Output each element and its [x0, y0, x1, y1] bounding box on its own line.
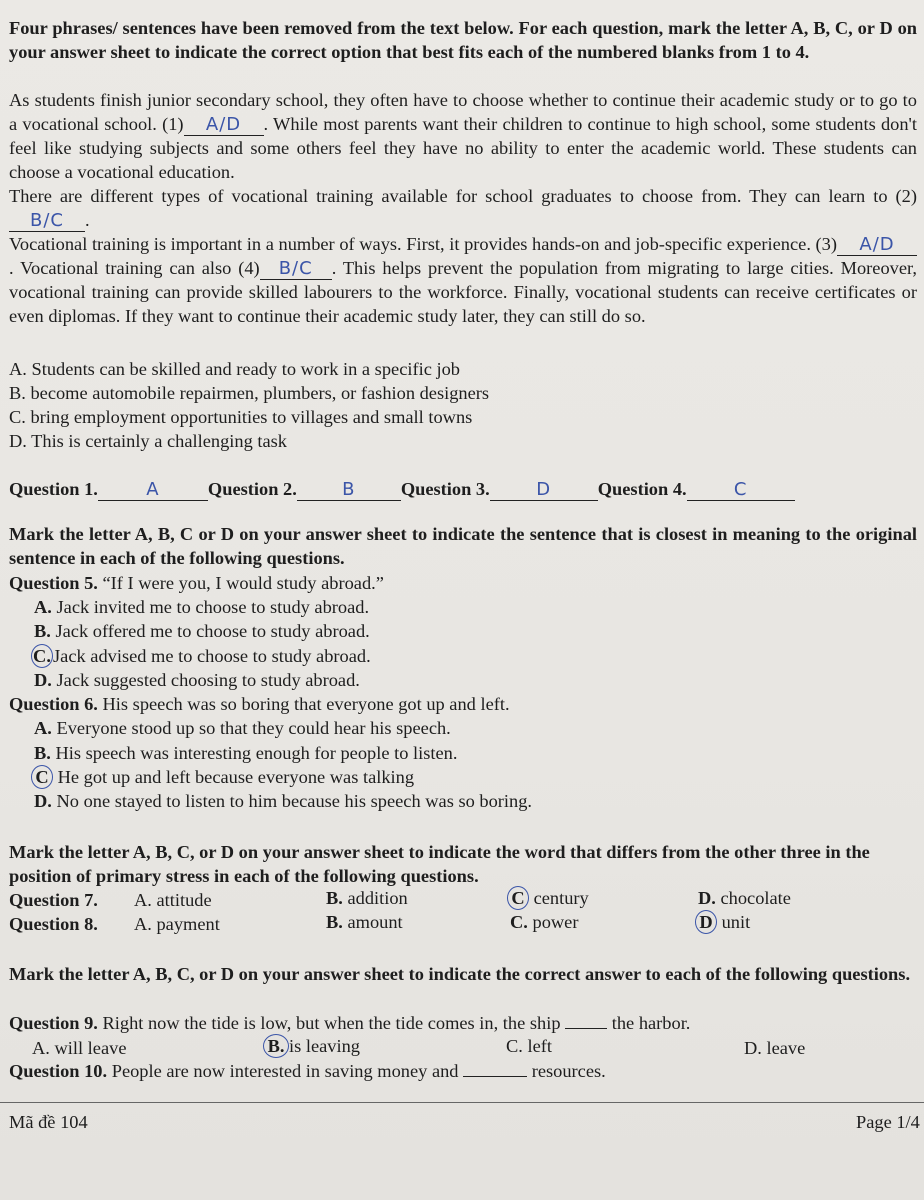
answer-blank-2 — [297, 479, 401, 501]
q5-option-c: C. Jack advised me to choose to study abroad. — [34, 644, 371, 668]
q6-option-a: A. Everyone stood up so that they could hear his speech. — [34, 718, 451, 738]
handwritten-2: B/C — [30, 210, 64, 231]
q7-option-d: D. chocolate — [698, 888, 791, 908]
answer-mark-4: C — [733, 479, 748, 500]
p3-text-c: . This helps prevent the population from migrating to large cities. Moreover, vocational training can provide skilled labourers to the workforce. Finally, vocational students can receive certificates or even diplomas. If they want to continue their academic study later, they can still do so. — [9, 258, 917, 326]
question-5 — [9, 571, 384, 595]
option-a: A. Students can be skilled and ready to work in a specific job — [9, 359, 460, 379]
option-b: B. become automobile repairmen, plumbers, or fashion designers — [9, 383, 490, 403]
q8-option-d: D unit — [698, 910, 750, 934]
circled-answer-icon: B. — [263, 1034, 289, 1058]
question-10 — [9, 1059, 606, 1083]
q9-text-a: Right now the tide is low, but when the tide comes in, the ship — [102, 1013, 561, 1033]
answer-label-3: Question 3. — [400, 479, 490, 499]
handwritten-1: A/D — [205, 114, 242, 135]
q7-option-c: C century — [510, 886, 589, 910]
section1-instruction: Four phrases/ sentences have been removed from the text below. For each question, mark the letter A, B, C, or D on your answer sheet to indicate the correct option that best fits each of the numbered blanks from 1 to 4. — [9, 18, 917, 62]
q10-text-a: People are now interested in saving money and — [111, 1061, 459, 1081]
q10-blank — [463, 1076, 527, 1077]
circled-answer-icon: C. — [31, 644, 53, 668]
p1-text-b: . While most parents want their children to continue to high school, some students don't feel like studying subjects and some others feel they have no ability to enter the academic world. These students can choose a vocational education. — [9, 114, 917, 182]
circled-answer-icon: C — [31, 765, 53, 789]
answer-blank-4 — [687, 479, 795, 501]
q8-option-c: C. power — [510, 912, 579, 932]
section2-instruction: Mark the letter A, B, C or D on your answer sheet to indicate the sentence that is closest in meaning to the original sentence in each of the following questions. — [9, 524, 917, 568]
q9-option-a: A. will leave — [32, 1038, 127, 1058]
q7-option-b: B. addition — [326, 888, 408, 908]
q7-option-a: A. attitude — [134, 890, 212, 910]
answer-label-1: Question 1. — [9, 479, 98, 499]
page-number: Page 1/4 — [856, 1112, 920, 1132]
q9-option-b: B. is leaving — [266, 1034, 360, 1058]
circled-answer-icon: C — [507, 886, 529, 910]
p3-text-b: . Vocational training can also (4) — [9, 258, 260, 278]
passage-paragraph-1 — [9, 88, 917, 184]
p2-text-b: . — [85, 210, 90, 230]
q5-label: Question 5. — [9, 573, 98, 593]
q9-label: Question 9. — [9, 1013, 98, 1033]
section4-instruction: Mark the letter A, B, C, or D on your answer sheet to indicate the correct answer to each of the following questions. — [9, 964, 911, 984]
footer-divider — [0, 1102, 924, 1103]
answer-blank-3 — [490, 479, 598, 501]
q8-label: Question 8. — [9, 914, 98, 934]
q5-option-b: B. Jack offered me to choose to study abroad. — [34, 621, 370, 641]
handwritten-3: A/D — [859, 234, 895, 255]
q5-text: “If I were you, I would study abroad.” — [102, 573, 384, 593]
q6-label: Question 6. — [9, 694, 98, 714]
q10-text-b: resources. — [531, 1061, 606, 1081]
q5-option-d: D. Jack suggested choosing to study abroad. — [34, 670, 360, 690]
q6-option-b: B. His speech was interesting enough for people to listen. — [34, 743, 458, 763]
q9-option-d: D. leave — [744, 1038, 806, 1058]
q10-label: Question 10. — [9, 1061, 108, 1081]
q9-text-b: the harbor. — [611, 1013, 691, 1033]
passage-paragraph-2 — [9, 184, 917, 232]
circled-answer-icon: D — [695, 910, 717, 934]
q6-option-c: C He got up and left because everyone was talking — [34, 765, 414, 789]
exam-code: Mã đề 104 — [9, 1112, 88, 1132]
p1-text-a: As students finish junior secondary school, they often have to choose whether to continue their academic study or to go to a vocational school. (1) — [9, 90, 917, 134]
blank-1 — [184, 114, 264, 136]
answer-blank-1 — [98, 479, 208, 501]
q6-option-d: D. No one stayed to listen to him because his speech was so boring. — [34, 791, 533, 811]
passage-paragraph-3 — [9, 232, 917, 328]
answer-label-4: Question 4. — [597, 479, 687, 499]
q5-option-a: A. Jack invited me to choose to study abroad. — [34, 597, 370, 617]
answer-mark-1: A — [146, 479, 160, 500]
q9-option-c: C. left — [506, 1036, 552, 1056]
q8-option-b: B. amount — [326, 912, 403, 932]
p3-text-a: Vocational training is important in a number of ways. First, it provides hands-on and job-specific experience. (3) — [9, 234, 837, 254]
answer-mark-3: D — [536, 479, 552, 500]
q8-option-a: A. payment — [134, 914, 220, 934]
blank-3 — [837, 234, 917, 256]
option-d: D. This is certainly a challenging task — [9, 431, 288, 451]
answer-mark-2: B — [342, 479, 356, 500]
q9-blank — [565, 1028, 607, 1029]
p2-text-a: There are different types of vocational training available for school graduates to choose from. They can learn to (2) — [9, 186, 917, 206]
option-c: C. bring employment opportunities to villages and small towns — [9, 407, 473, 427]
blank-4 — [260, 258, 332, 280]
answer-row — [9, 477, 795, 501]
answer-label-2: Question 2. — [207, 479, 297, 499]
handwritten-4: B/C — [278, 258, 313, 279]
question-9 — [9, 1011, 690, 1035]
blank-2 — [9, 210, 85, 232]
section3-instruction: Mark the letter A, B, C, or D on your answer sheet to indicate the word that differs from the other three in the position of primary stress in each of the following questions. — [9, 842, 870, 886]
q6-text: His speech was so boring that everyone got up and left. — [102, 694, 510, 714]
q7-label: Question 7. — [9, 890, 98, 910]
question-6 — [9, 692, 510, 716]
